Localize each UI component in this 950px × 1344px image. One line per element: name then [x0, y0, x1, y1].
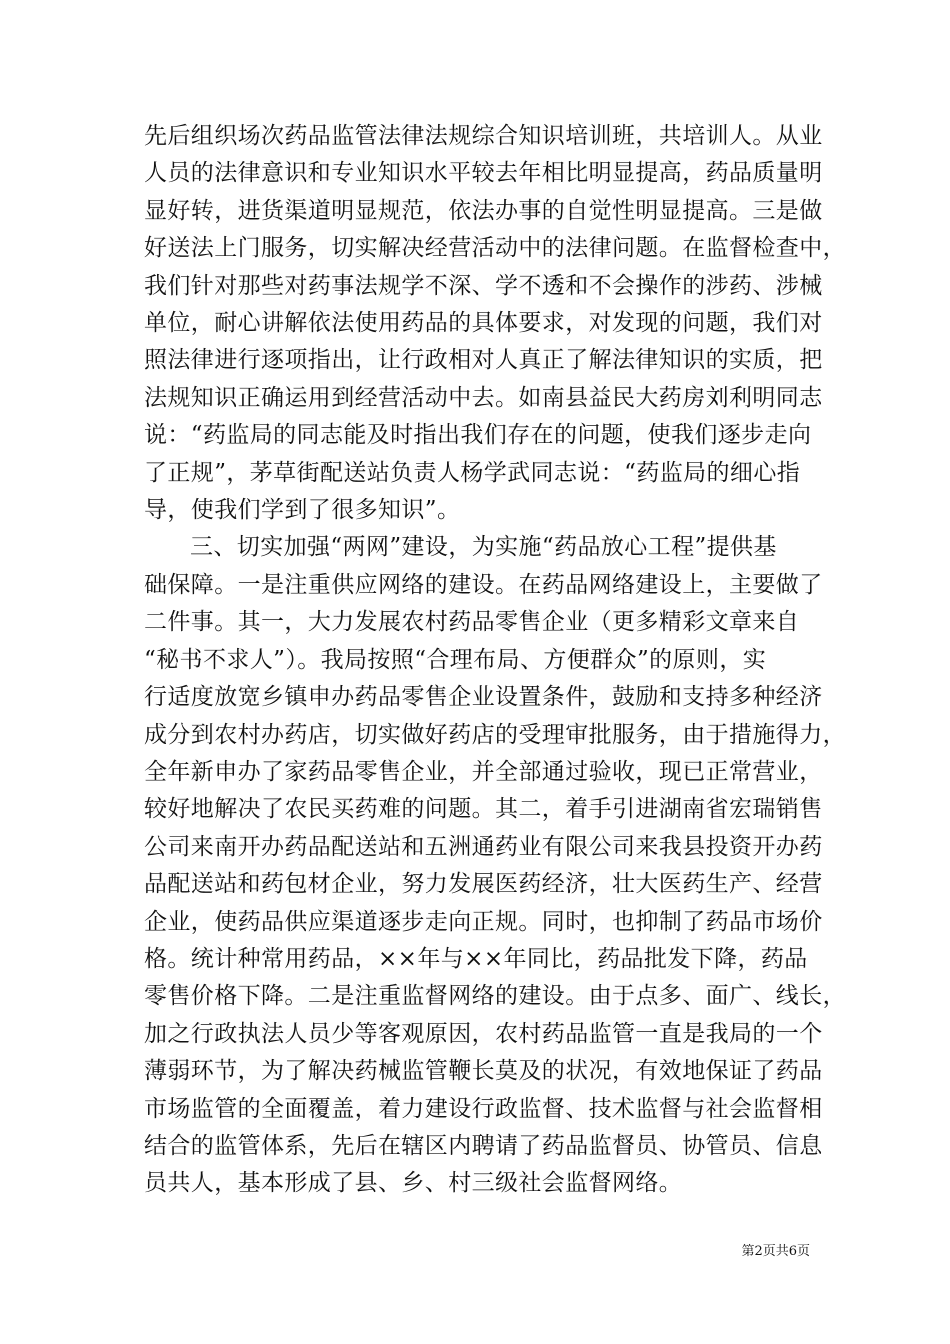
text-line: 础保障。一是注重供应网络的建设。在药品网络建设上，主要做了: [144, 571, 823, 598]
text-line: 全年新申办了家药品零售企业，并全部通过验收，现已正常营业，: [144, 758, 823, 785]
text-line: 员共人，基本形成了县、乡、村三级社会监督网络。: [144, 1170, 683, 1197]
page-number: 第2页共6页: [741, 1244, 810, 1259]
paragraph-2: [144, 529, 846, 1202]
text-line: 说：“药监局的同志能及时指出我们存在的问题，使我们逐步走向: [144, 422, 812, 449]
text-line: 成分到农村办药店，切实做好药店的受理审批服务，由于措施得力，: [144, 721, 846, 748]
text-line: 照法律进行逐项指出，让行政相对人真正了解法律知识的实质，把: [144, 347, 823, 374]
text-line: 人员的法律意识和专业知识水平较去年相比明显提高，药品质量明: [144, 160, 823, 187]
text-line: 单位，耐心讲解依法使用药品的具体要求，对发现的问题，我们对: [144, 310, 823, 337]
document-body: [144, 118, 846, 1203]
text-line-first: 三、切实加强“两网”建设，为实施“药品放心工程”提供基: [190, 534, 777, 561]
text-line: 市场监管的全面覆盖，着力建设行政监督、技术监督与社会监督相: [144, 1095, 823, 1122]
text-line: “秘书不求人”）。我局按照“合理布局、方便群众”的原则，实: [144, 646, 767, 673]
text-line: 薄弱环节，为了解决药械监管鞭长莫及的状况，有效地保证了药品: [144, 1058, 823, 1085]
text-line: 零售价格下降。二是注重监督网络的建设。由于点多、面广、线长，: [144, 983, 846, 1010]
text-line: 格。统计种常用药品，××年与××年同比，药品批发下降，药品: [144, 945, 808, 972]
text-line: 先后组织场次药品监管法律法规综合知识培训班，共培训人。从业: [144, 123, 823, 149]
text-line: 导，使我们学到了很多知识”。: [144, 497, 461, 524]
text-line: 行适度放宽乡镇申办药品零售企业设置条件，鼓励和支持多种经济: [144, 684, 823, 711]
text-line: 我们针对那些对药事法规学不深、学不透和不会操作的涉药、涉械: [144, 272, 823, 299]
text-line: 公司来南开办药品配送站和五洲通药业有限公司来我县投资开办药: [144, 833, 823, 860]
text-line: 好送法上门服务，切实解决经营活动中的法律问题。在监督检查中，: [144, 235, 846, 262]
paragraph-1: [144, 118, 846, 529]
text-line: 二件事。其一，大力发展农村药品零售企业（更多精彩文章来自: [144, 609, 800, 636]
text-line: 加之行政执法人员少等客观原因，农村药品监管一直是我局的一个: [144, 1020, 823, 1047]
text-line: 品配送站和药包材企业，努力发展医药经济，壮大医药生产、经营: [144, 871, 823, 898]
text-line: 结合的监管体系，先后在辖区内聘请了药品监督员、协管员、信息: [144, 1132, 823, 1159]
text-line: 较好地解决了农民买药难的问题。其二，着手引进湖南省宏瑞销售: [144, 796, 823, 823]
text-line: 显好转，进货渠道明显规范，依法办事的自觉性明显提高。三是做: [144, 197, 823, 224]
text-line: 法规知识正确运用到经营活动中去。如南县益民大药房刘利明同志: [144, 384, 823, 411]
text-line: 企业，使药品供应渠道逐步走向正规。同时，也抑制了药品市场价: [144, 908, 823, 935]
text-line: 了正规”，茅草街配送站负责人杨学武同志说：“药监局的细心指: [144, 459, 801, 486]
